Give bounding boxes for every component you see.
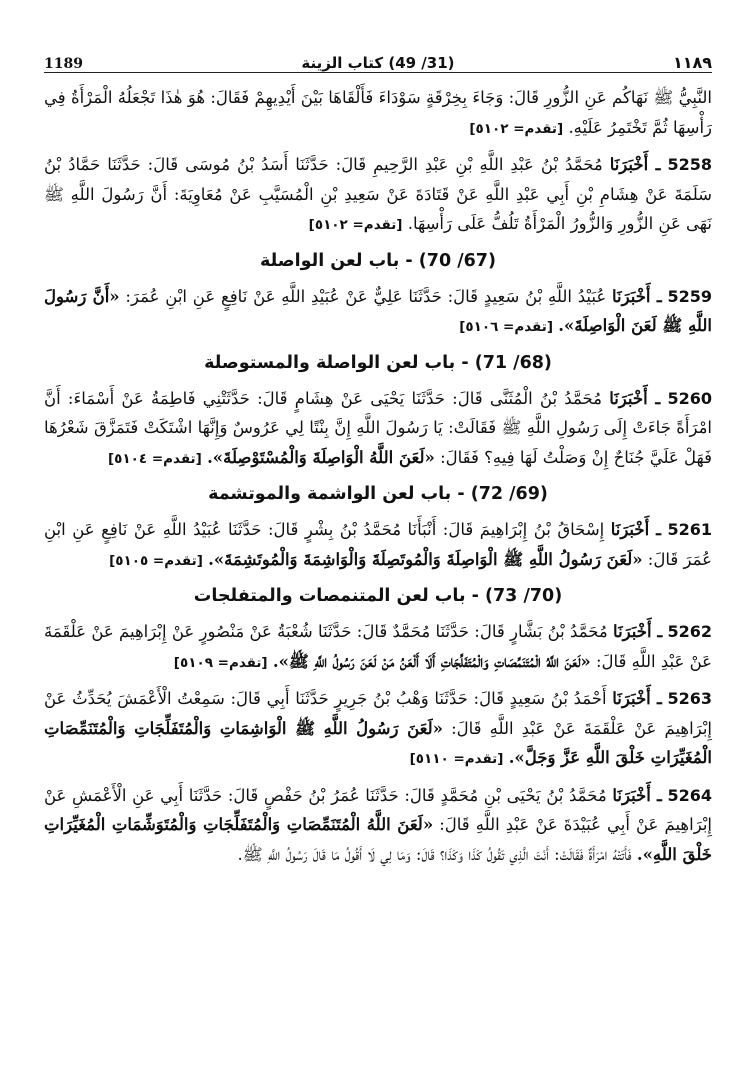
akhbarana-label: ـ أَخْبَرَنَا (612, 286, 662, 306)
chapter-heading (44, 583, 712, 609)
isnad-text: مُحَمَّدُ بْنُ يَحْيَى بْنِ مُحَمَّدٍ قَالَ: حَدَّثَنَا عُمَرُ بْنُ حَفْصٍ قَالَ: حَدَّثَنَا أَبِي عَنِ الْأَعْمَشِ عَنْ إِبْرَاهِيمَ عَنْ أَبِي عُبَيْدَةَ عَنْ عَبْدِ اللَّهِ قَالَ: (44, 785, 713, 834)
chapter-number: (68/ 71) (474, 352, 552, 373)
akhbarana-label: ـ أَخْبَرَنَا (612, 785, 662, 805)
chapter-title: - باب لعن المتنمصات والمتفلجات (193, 586, 479, 606)
hadith-text: «لَعَنَ رَسُولُ اللَّهِ ﷺ الْوَاشِمَاتِ وَالْمُتَفَلِّجَاتِ وَالْمُتَنَمِّصَاتِ الْمُغَيِّرَاتِ خَلْقَ اللَّهِ عَزَّ وَجَلَّ». (44, 718, 712, 767)
chapter-number: (69/ 72) (470, 484, 548, 504)
hadith-text: «لَعَنَ اللَّهُ الْمُتَنَمِّصَاتِ وَالْمُتَفَلِّجَاتِ أَلَا أَلْعَنُ مَنْ لَعَنَ رَسُولُ اللَّهِ ﷺ». (272, 651, 591, 671)
cross-reference: [تقدم= ٥١٠٤] (108, 450, 202, 467)
hadith-number: 5260 (667, 388, 712, 408)
chapter-number: (70/ 73) (485, 586, 563, 606)
paragraph-text: النَّبِيُّ ﷺ نَهَاكُم عَنِ الزُّورِ قَالَ: وَجَاءَ بِخِرْقَةٍ سَوْدَاءَ فَأَلْقَاهَا بَيْنَ أَيْدِيهِمْ فَقَالَ: هُوَ هٰذَا تَجْعَلُهُ الْمَرْأَةُ فِي رَأْسِهَا ثُمَّ تَخْتَمِرُ عَلَيْهِ. (44, 88, 712, 137)
book-page (44, 38, 712, 1048)
isnad-text: أَحْمَدُ بْنُ سَعِيدٍ قَالَ: حَدَّثَنَا وَهْبُ بْنُ جَرِيرٍ حَدَّثَنَا أَبِي قَالَ: سَمِعْتُ الْأَعْمَشَ يُحَدِّثُ عَنْ إِبْرَاهِيمَ عَنْ عَلْقَمَةَ عَنْ عَبْدِ اللَّهِ قَالَ: (44, 689, 712, 738)
cross-reference: [تقدم= ٥١٠٢] (469, 120, 564, 137)
page-number-arabic: ١١٨٩ (672, 53, 712, 72)
hadith-number: 5258 (667, 155, 713, 174)
cross-reference: [تقدم= ٥١١٠] (409, 751, 504, 767)
hadith-number: 5262 (667, 622, 712, 641)
chapter-title: - باب لعن الواصلة والمستوصلة (204, 352, 469, 373)
hadith-5262 (44, 617, 712, 678)
running-title: (31/ 49) كتاب الزينة (301, 54, 455, 72)
isnad-text: عُبَيْدُ اللَّهِ بْنُ سَعِيدٍ قَالَ: حَدَّثَنَا عَلِيٌّ عَنْ عُبَيْدِ اللَّهِ عَنْ نَافِعٍ عَنِ ابْنِ عُمَرَ: (119, 286, 613, 306)
isnad-text: إِسْحَاقُ بْنُ إِبْرَاهِيمَ قَالَ: أَنْبَأَنَا مُحَمَّدُ بْنُ بِشْرٍ قَالَ: حَدَّثَنَا عُبَيْدُ اللَّهِ عَنْ نَافِعٍ عَنِ ابْنِ عُمَرَ قَالَ: (44, 520, 712, 569)
hadith-5259 (44, 282, 712, 343)
isnad-text: مُحَمَّدُ بْنُ الْمُثَنَّى قَالَ: حَدَّثَنَا يَحْيَى عَنْ هِشَامٍ قَالَ: حَدَّثَتْنِي فَاطِمَةُ عَنْ أَسْمَاءَ: أَنَّ امْرَأَةً جَاءَتْ إِلَى رَسُولِ اللَّهِ ﷺ فَقَالَتْ: يَا رَسُولَ اللَّهِ إِنَّ بِنْتًا لِي عَرُوسٌ وَإِنَّهَا اشْتَكَتْ فَتَمَزَّقَ شَعْرُهَا فَهَلْ عَلَيَّ جُنَاحٌ إِنْ وَصَلْتُ لَهَا فِيهِ؟ فَقَالَ: (44, 388, 712, 467)
hadith-number: 5263 (667, 689, 712, 708)
chapter-heading (44, 248, 712, 274)
hadith-number: 5259 (667, 286, 712, 306)
chapter-heading (44, 481, 712, 507)
hadith-5263 (44, 684, 712, 775)
cross-reference: [تقدم= ٥١٠٥] (109, 552, 203, 569)
cross-reference: [تقدم= ٥١٠٩] (173, 654, 268, 671)
akhbarana-label: ـ أَخْبَرَنَا (610, 520, 661, 539)
chapter-title: - باب لعن الواشمة والموتشمة (208, 484, 465, 504)
narration-continuation: فَأَتَتْهُ امْرَأَةٌ فَقَالَتْ: أَنْتَ الَّذِي تَقُولُ كَذَا وَكَذَا؟ قَالَ: وَمَا لِي لَا أَقُولُ مَا قَالَ رَسُولُ اللَّهِ ﷺ. (237, 844, 637, 864)
page-body (44, 83, 712, 869)
running-header (44, 38, 712, 73)
hadith-text: «أَنَّ رَسُولَ اللَّهِ ﷺ لَعَنَ الْوَاصِلَةَ». (44, 286, 712, 335)
hadith-text: «لَعَنَ اللَّهُ الْوَاصِلَةَ وَالْمُسْتَوْصِلَةَ». (207, 447, 435, 467)
chapter-title: - باب لعن الواصلة (260, 250, 413, 271)
akhbarana-label: ـ أَخْبَرَنَا (609, 388, 661, 408)
isnad-text: مُحَمَّدُ بْنُ بَشَّارٍ قَالَ: حَدَّثَنَا مُحَمَّدٌ قَالَ: حَدَّثَنَا شُعْبَةُ عَنْ مَنْصُورٍ عَنْ إِبْرَاهِيمَ عَنْ عَلْقَمَةَ عَنْ عَبْدِ اللَّهِ قَالَ: (44, 622, 712, 671)
hadith-5261 (44, 515, 712, 576)
hadith-number: 5261 (667, 520, 712, 539)
hadith-5258 (44, 150, 712, 241)
akhbarana-label: ـ أَخْبَرَنَا (613, 622, 663, 641)
cross-reference: [تقدم= ٥١٠٢] (308, 217, 403, 233)
continued-paragraph (44, 83, 712, 144)
chapter-heading (44, 350, 712, 376)
hadith-text: «لَعَنَ رَسُولُ اللَّهِ ﷺ الْوَاصِلَةَ وَالْمُوتَصِلَةَ وَالْوَاشِمَةَ وَالْمُوتَشِمَةَ». (208, 549, 643, 569)
hadith-5260 (44, 384, 712, 475)
page-number-latin: 1189 (44, 56, 83, 72)
cross-reference: [تقدم= ٥١٠٦] (459, 319, 554, 335)
akhbarana-label: ـ أَخْبَرَنَا (612, 689, 662, 708)
hadith-text: «لَعَنَ اللَّهُ الْمُتَنَمِّصَاتِ وَالْمُتَفَلِّجَاتِ وَالْمُتَوَشِّمَاتِ الْمُغَيِّرَاتِ خَلْقَ اللَّهِ». (44, 815, 712, 864)
akhbarana-label: ـ أَخْبَرَنَا (609, 155, 661, 174)
chapter-number: (67/ 70) (418, 250, 496, 271)
hadith-number: 5264 (667, 785, 712, 805)
hadith-5264 (44, 781, 712, 870)
isnad-text: مُحَمَّدُ بْنُ عَبْدِ اللَّهِ بْنِ عَبْدِ الرَّحِيمِ قَالَ: حَدَّثَنَا أَسَدُ بْنُ مُوسَى قَالَ: حَدَّثَنَا حَمَّادُ بْنُ سَلَمَةَ عَنْ هِشَامِ بْنِ أَبِي عَبْدِ اللَّهِ عَنْ قَتَادَةَ عَنْ سَعِيدِ بْنِ الْمُسَيَّبِ عَنْ مُعَاوِيَةَ: أَنَّ رَسُولَ اللَّهِ ﷺ نَهَى عَنِ الزُّورِ وَالزُّورُ الْمَرْأَةُ تَلُفُّ عَلَى رَأْسِهَا. (44, 155, 712, 233)
